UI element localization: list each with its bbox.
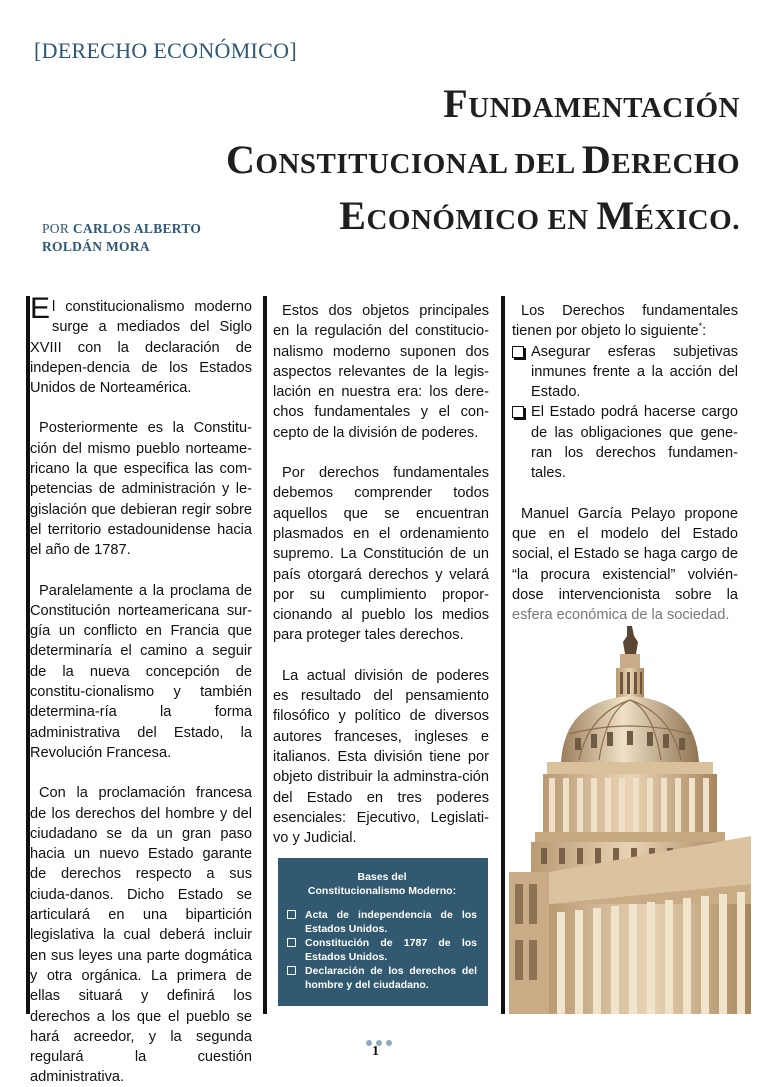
paragraph: Con la proclamación francesa de los derechos del hombre y del ciudadano se da un gran paso hacia un nuevo Estado garante de derechos respecto a sus ciuda-danos. Dicho Estado se articulará en una bipartición legislativa la cual deberá incluir en sus leyes una parte dogmática y otra orgánica. La primera de ellas situará y definirá los derechos a los que el pueblo se hará acreedor, y la segunda regulará la cuestión administrativa. (30, 785, 252, 1086)
paragraph: Paralelamente a la proclama de Constitución norteamericana sur-gía un conflicto en Francia que determinaría el camino a seguir de la nueva concepción de constitu-cionalismo y también determina-ría la forma administrativa del Estado, la Revolución Francesa. (30, 582, 252, 761)
paragraph: El constitucionalismo moderno surge a mediados del Siglo XVIII con la declaración de indepen-dencia de los Estados Unidos de Norteamérica. (30, 292, 252, 397)
checkbox-bullet-icon (287, 966, 296, 975)
column-rule-middle (263, 296, 267, 1014)
drop-cap: E (30, 292, 51, 325)
sidebar-title: Bases del Constitucionalismo Moderno: (307, 871, 457, 897)
capitol-dome-image (509, 622, 751, 1014)
page-number: 1 (372, 1044, 379, 1059)
sidebar-box (278, 858, 488, 1006)
list-item: Asegurar esferas subjetivas inmunes frente a la acción del Estado. (512, 342, 738, 403)
checkbox-bullet-icon (287, 938, 296, 947)
author-byline: POR CARLOS ALBERTO ROLDÁN MORA (42, 221, 202, 254)
paragraph: Posteriormente es la Constitu-ción del mismo pueblo norteame-ricano la que especifica las com-petencias de administración y le-gislación que debieran regir sobre el territorio estadounidense hacia el año de 1787. (30, 420, 252, 559)
column-2 (273, 301, 489, 848)
sidebar-item: Acta de independencia de los Estados Unidos. (287, 908, 477, 936)
page-title: FUNDAMENTACIÓN CONSTITUCIONAL DEL DERECHO ECONÓMICO EN MÉXICO. (226, 81, 740, 238)
column-rule-right (501, 296, 505, 1014)
paragraph: Estos dos objetos principales en la regulación del constitucio-nalismo moderno suponen dos aspectos relevantes de la legis-lación en nuestra era: los dere-chos fundamentales y el con-cepto de la división de poderes. (273, 303, 489, 441)
checkbox-bullet-icon (512, 406, 524, 418)
paragraph: Manuel García Pelayo propone que en el modelo del Estado social, el Estado se haga cargo de “la procura existencial” volvién-dose intervencionista sobre la esfera económica de la sociedad. (512, 505, 738, 624)
page-dots (366, 1033, 396, 1051)
paragraph: La actual división de poderes es resultado del pensamiento filosófico y político de diversos autores franceses, ingleses e italianos. Esta división tiene por objeto distribuir la adminstra-ción del Estado en tres poderes esenciales: Ejecutivo, Legislati-vo y Judicial. (273, 667, 489, 847)
sidebar-item: Declaración de los derechos del hombre y del ciudadano. (287, 964, 477, 992)
section-tag: [DERECHO ECONÓMICO] (34, 38, 297, 63)
sidebar-item: Constitución de 1787 de los Estados Unidos. (287, 936, 477, 964)
list-item: El Estado podrá hacerse cargo de las obligaciones que gene-ran los derechos fundamen-tales. (512, 402, 738, 483)
column-1 (30, 292, 252, 1087)
paragraph: Por derechos fundamentales debemos comprender todos aquellos que se encuentran plasmados en el ordenamiento supremo. La Constitución de un país otorgará derechos y velará por su cumplimiento propor-cionando al pueblo los medios para proteger tales derechos. (273, 465, 489, 644)
paragraph: Los Derechos fundamentales tienen por objeto lo siguiente*: (512, 303, 738, 340)
checkbox-bullet-icon (287, 910, 296, 919)
footnote-mark: * (698, 321, 703, 332)
checkbox-bullet-icon (512, 346, 524, 358)
column-3 (512, 301, 738, 625)
